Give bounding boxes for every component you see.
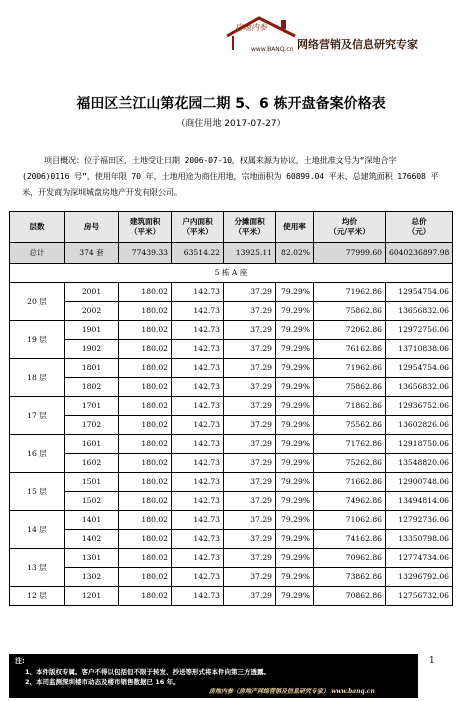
table-cell: 79.29% [276, 397, 314, 416]
table-cell: 37.29 [224, 359, 276, 378]
table-cell: 75262.86 [314, 454, 386, 473]
table-cell: 37.29 [224, 530, 276, 549]
table-cell: 180.02 [119, 511, 172, 530]
table-cell: 13296792.06 [386, 568, 453, 587]
table-cell: 142.73 [172, 340, 224, 359]
table-cell: 13656832.06 [386, 302, 453, 321]
table-cell: 142.73 [172, 283, 224, 302]
table-cell: 79.29% [276, 302, 314, 321]
column-header: 层数 [10, 212, 65, 243]
table-cell: 2001 [65, 283, 119, 302]
table-cell: 37.29 [224, 511, 276, 530]
table-cell: 180.02 [119, 283, 172, 302]
column-header: 使用率 [276, 212, 314, 243]
footer-brand: 房地内参（房地产网络营销及信息研究专家） www.banq.cn [209, 688, 375, 695]
total-row [10, 243, 453, 264]
table-row [10, 549, 453, 568]
table-cell: 180.02 [119, 397, 172, 416]
column-header: 均价 （元/平米） [314, 212, 386, 243]
table-cell: 1402 [65, 530, 119, 549]
total-cell: 374 套 [65, 243, 119, 264]
table-cell: 2002 [65, 302, 119, 321]
table-cell: 12954754.06 [386, 283, 453, 302]
table-cell: 79.29% [276, 359, 314, 378]
logo-text: 网络营销及信息研究专家 [297, 38, 418, 51]
table-cell: 79.29% [276, 511, 314, 530]
table-row [10, 340, 453, 359]
table-cell: 180.02 [119, 378, 172, 397]
table-cell: 142.73 [172, 416, 224, 435]
table-cell: 37.29 [224, 587, 276, 606]
table-cell: 71962.86 [314, 359, 386, 378]
brand-logo [225, 12, 462, 56]
table-cell: 180.02 [119, 340, 172, 359]
table-row [10, 568, 453, 587]
table-header-row [10, 212, 453, 243]
table-cell: 1502 [65, 492, 119, 511]
table-cell: 1501 [65, 473, 119, 492]
table-cell: 142.73 [172, 530, 224, 549]
table-cell: 79.29% [276, 549, 314, 568]
table-row [10, 283, 453, 302]
table-cell: 13710838.06 [386, 340, 453, 359]
table-cell: 142.73 [172, 321, 224, 340]
table-cell: 1802 [65, 378, 119, 397]
table-cell: 79.29% [276, 587, 314, 606]
table-cell: 180.02 [119, 302, 172, 321]
table-cell: 142.73 [172, 549, 224, 568]
table-cell: 1901 [65, 321, 119, 340]
table-cell: 71062.86 [314, 511, 386, 530]
table-cell: 37.29 [224, 340, 276, 359]
table-row [10, 492, 453, 511]
table-cell: 75562.86 [314, 416, 386, 435]
table-cell: 12792736.06 [386, 511, 453, 530]
table-cell: 75862.86 [314, 378, 386, 397]
table-row [10, 530, 453, 549]
table-cell: 180.02 [119, 454, 172, 473]
table-cell: 74162.86 [314, 530, 386, 549]
table-cell: 142.73 [172, 511, 224, 530]
table-cell: 12918750.06 [386, 435, 453, 454]
table-cell: 12936752.06 [386, 397, 453, 416]
floor-label: 16 层 [10, 435, 65, 473]
table-row [10, 378, 453, 397]
page-number: 1 [429, 656, 435, 666]
table-cell: 1702 [65, 416, 119, 435]
logo-subtitle: 房地内参 [235, 23, 267, 32]
column-header: 建筑面积 （平米） [119, 212, 172, 243]
table-cell: 142.73 [172, 397, 224, 416]
column-header: 分摊面积 （平米） [224, 212, 276, 243]
table-cell: 13548820.06 [386, 454, 453, 473]
table-cell: 13602826.06 [386, 416, 453, 435]
total-cell: 6040236897.98 [386, 243, 453, 264]
table-cell: 13350798.06 [386, 530, 453, 549]
table-cell: 71662.86 [314, 473, 386, 492]
footer-note-1: 1、本件版权专属。客户不得以包括但不限于转发、抄送等形式将本件向第三方透露。 [25, 668, 271, 676]
footer-notes [9, 654, 418, 698]
table-cell: 79.29% [276, 492, 314, 511]
footer-label: 注: [15, 657, 25, 665]
table-cell: 1801 [65, 359, 119, 378]
table-cell: 79.29% [276, 530, 314, 549]
floor-label: 15 层 [10, 473, 65, 511]
total-cell: 77439.33 [119, 243, 172, 264]
table-row [10, 302, 453, 321]
table-cell: 142.73 [172, 473, 224, 492]
table-cell: 1902 [65, 340, 119, 359]
table-cell: 70962.86 [314, 549, 386, 568]
table-cell: 1401 [65, 511, 119, 530]
table-cell: 13494814.06 [386, 492, 453, 511]
table-cell: 37.29 [224, 454, 276, 473]
table-cell: 74962.86 [314, 492, 386, 511]
table-cell: 1201 [65, 587, 119, 606]
table-cell: 71862.86 [314, 397, 386, 416]
table-row [10, 321, 453, 340]
table-cell: 79.29% [276, 321, 314, 340]
footer-note-2: 2、本司监测深圳楼市动态及楼市销售数据已 16 年。 [25, 678, 180, 686]
table-cell: 79.29% [276, 378, 314, 397]
table-row [10, 435, 453, 454]
floor-label: 14 层 [10, 511, 65, 549]
table-cell: 72062.86 [314, 321, 386, 340]
table-cell: 37.29 [224, 321, 276, 340]
table-cell: 13656832.06 [386, 378, 453, 397]
table-cell: 76162.86 [314, 340, 386, 359]
table-cell: 79.29% [276, 340, 314, 359]
building-label: 5 栋 A 座 [10, 264, 453, 283]
table-row [10, 587, 453, 606]
total-cell: 77999.60 [314, 243, 386, 264]
top-banner [0, 0, 462, 62]
table-row [10, 454, 453, 473]
table-cell: 180.02 [119, 549, 172, 568]
total-cell: 13925.11 [224, 243, 276, 264]
table-cell: 180.02 [119, 359, 172, 378]
floor-label: 12 层 [10, 587, 65, 606]
column-header: 房号 [65, 212, 119, 243]
table-cell: 73862.86 [314, 568, 386, 587]
table-cell: 12774734.06 [386, 549, 453, 568]
table-cell: 37.29 [224, 302, 276, 321]
table-cell: 37.29 [224, 283, 276, 302]
table-row [10, 359, 453, 378]
table-cell: 180.02 [119, 587, 172, 606]
page-title: 福田区兰江山第花园二期 5、6 栋开盘备案价格表 [76, 96, 386, 112]
table-cell: 180.02 [119, 473, 172, 492]
table-cell: 180.02 [119, 321, 172, 340]
logo-url: www.BANQ.cn [251, 46, 294, 53]
table-cell: 71762.86 [314, 435, 386, 454]
table-cell: 1302 [65, 568, 119, 587]
price-table [9, 211, 453, 606]
table-cell: 12900748.06 [386, 473, 453, 492]
table-cell: 12954754.06 [386, 359, 453, 378]
table-cell: 1301 [65, 549, 119, 568]
table-cell: 142.73 [172, 568, 224, 587]
table-row [10, 397, 453, 416]
table-cell: 180.02 [119, 530, 172, 549]
table-cell: 142.73 [172, 587, 224, 606]
table-cell: 180.02 [119, 568, 172, 587]
table-cell: 79.29% [276, 454, 314, 473]
table-cell: 37.29 [224, 435, 276, 454]
table-cell: 79.29% [276, 283, 314, 302]
table-cell: 37.29 [224, 492, 276, 511]
table-cell: 180.02 [119, 492, 172, 511]
project-overview: 项目概况：位于福田区，土地受让日期 2006-07-10，权属来源为协议，土地批准文号为“深地合字(2006)0116 号”，使用年限 70 年，土地用途为商住用地，宗地面积为 60899.04 平米、总建筑面积 176608 平米，开发商为深圳城盘房地产开发有限公司。 [22, 155, 439, 197]
table-cell: 37.29 [224, 416, 276, 435]
page-subtitle: （商住用地 2017-07-27） [176, 119, 286, 129]
table-cell: 75862.86 [314, 302, 386, 321]
table-cell: 142.73 [172, 359, 224, 378]
table-cell: 37.29 [224, 397, 276, 416]
table-cell: 1602 [65, 454, 119, 473]
table-cell: 37.29 [224, 473, 276, 492]
table-cell: 37.29 [224, 549, 276, 568]
table-cell: 71962.86 [314, 283, 386, 302]
table-row [10, 416, 453, 435]
table-cell: 70862.86 [314, 587, 386, 606]
table-cell: 37.29 [224, 568, 276, 587]
table-cell: 142.73 [172, 302, 224, 321]
table-cell: 142.73 [172, 492, 224, 511]
table-cell: 12756732.06 [386, 587, 453, 606]
floor-label: 18 层 [10, 359, 65, 397]
table-cell: 180.02 [119, 435, 172, 454]
table-cell: 180.02 [119, 416, 172, 435]
table-cell: 79.29% [276, 473, 314, 492]
building-row [10, 264, 453, 283]
floor-label: 13 层 [10, 549, 65, 587]
table-cell: 79.29% [276, 568, 314, 587]
table-cell: 142.73 [172, 378, 224, 397]
table-row [10, 473, 453, 492]
table-cell: 79.29% [276, 416, 314, 435]
table-cell: 142.73 [172, 435, 224, 454]
column-header: 户内面积 （平米） [172, 212, 224, 243]
floor-label: 19 层 [10, 321, 65, 359]
floor-label: 20 层 [10, 283, 65, 321]
table-cell: 1601 [65, 435, 119, 454]
table-cell: 79.29% [276, 435, 314, 454]
floor-label: 17 层 [10, 397, 65, 435]
table-cell: 142.73 [172, 454, 224, 473]
total-cell: 82.02% [276, 243, 314, 264]
table-cell: 12972756.06 [386, 321, 453, 340]
table-cell: 37.29 [224, 378, 276, 397]
total-cell: 总计 [10, 243, 65, 264]
table-row [10, 511, 453, 530]
table-cell: 1701 [65, 397, 119, 416]
total-cell: 63514.22 [172, 243, 224, 264]
column-header: 总价 （元） [386, 212, 453, 243]
